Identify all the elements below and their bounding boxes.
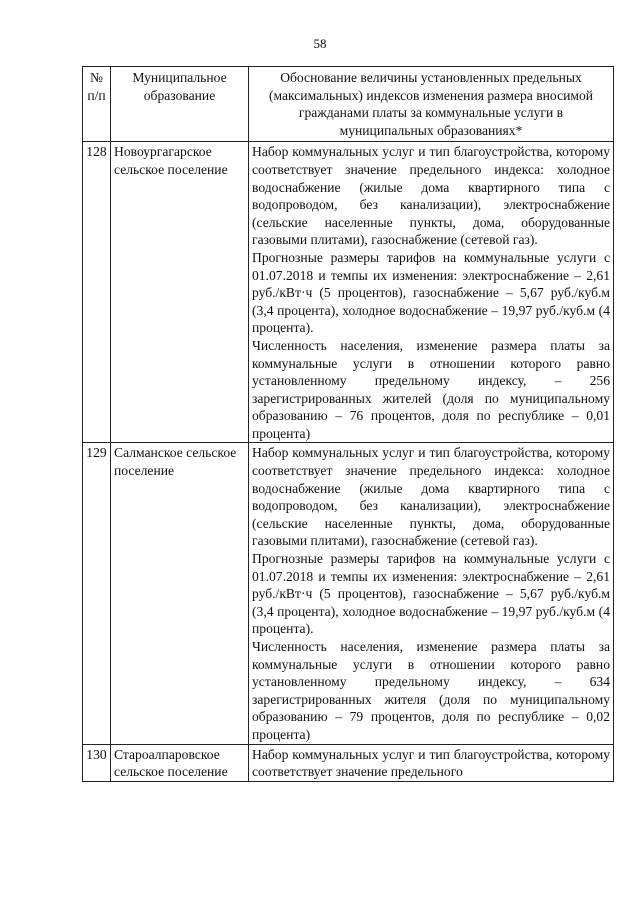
services-set-paragraph: Набор коммунальных услуг и тип благоустройства, которому соответствует значение предельного индекса: холодное водоснабжение (жилые дома квартирного типа с водопроводом, без канализации), электроснабжение (сельские населенные пункты, дома, оборудованные газовыми плитами), газоснабжение (сетевой газ).: [252, 445, 610, 549]
justification-cell: [249, 142, 614, 443]
header-num: № п/п: [83, 67, 111, 142]
header-municipality: Муниципальное образование: [111, 67, 249, 142]
municipality-name: Новоургагарское сельское поселение: [111, 142, 249, 443]
row-number: 129: [83, 443, 111, 744]
services-set-paragraph: Набор коммунальных услуг и тип благоустройства, которому соответствует значение предельного: [252, 746, 610, 780]
tariff-index-table: [82, 66, 614, 782]
table-row: [83, 443, 614, 744]
justification-cell: [249, 744, 614, 781]
row-number: 128: [83, 142, 111, 443]
table-row: [83, 744, 614, 781]
table-header-row: [83, 67, 614, 142]
population-paragraph: Численность населения, изменение размера платы за коммунальные услуги в отношении которого равно установленному предельному индексу, – 634 зарегистрированных жителя (доля по муниципальному образованию – 79 процентов, доля по республике – 0,02 процента): [252, 639, 610, 742]
municipality-name: Староалпаровское сельское поселение: [111, 744, 249, 781]
services-set-paragraph: Набор коммунальных услуг и тип благоустройства, которому соответствует значение предельного индекса: холодное водоснабжение (жилые дома квартирного типа с водопроводом, без канализации), электроснабжение (сельские населенные пункты, дома, оборудованные газовыми плитами), газоснабжение (сетевой газ).: [252, 144, 610, 248]
population-paragraph: Численность населения, изменение размера платы за коммунальные услуги в отношении которого равно установленному предельному индексу, – 256 зарегистрированных жителей (доля по муниципальному образованию – 76 процентов, доля по республике – 0,01 процента): [252, 337, 610, 441]
municipality-name: Салманское сельское поселение: [111, 443, 249, 744]
header-justification: Обоснование величины установленных предельных (максимальных) индексов изменения размера вносимой гражданами платы за коммунальные услуги в муниципальных образованиях*: [249, 67, 614, 142]
row-number: 130: [83, 744, 111, 781]
justification-cell: [249, 443, 614, 744]
tariffs-paragraph: Прогнозные размеры тарифов на коммунальные услуги с 01.07.2018 и темпы их изменения: электроснабжение – 2,61 руб./кВт·ч (5 процентов), газоснабжение – 5,67 руб./куб.м (3,4 процента), холодное водоснабжение – 19,97 руб./куб.м (4 процента).: [252, 249, 610, 336]
tariffs-paragraph: Прогнозные размеры тарифов на коммунальные услуги с 01.07.2018 и темпы их изменения: электроснабжение – 2,61 руб./кВт·ч (5 процентов), газоснабжение – 5,67 руб./куб.м (3,4 процента), холодное водоснабжение – 19,97 руб./куб.м (4 процента).: [252, 551, 610, 637]
table-row: [83, 142, 614, 443]
page-number: 58: [313, 36, 327, 51]
